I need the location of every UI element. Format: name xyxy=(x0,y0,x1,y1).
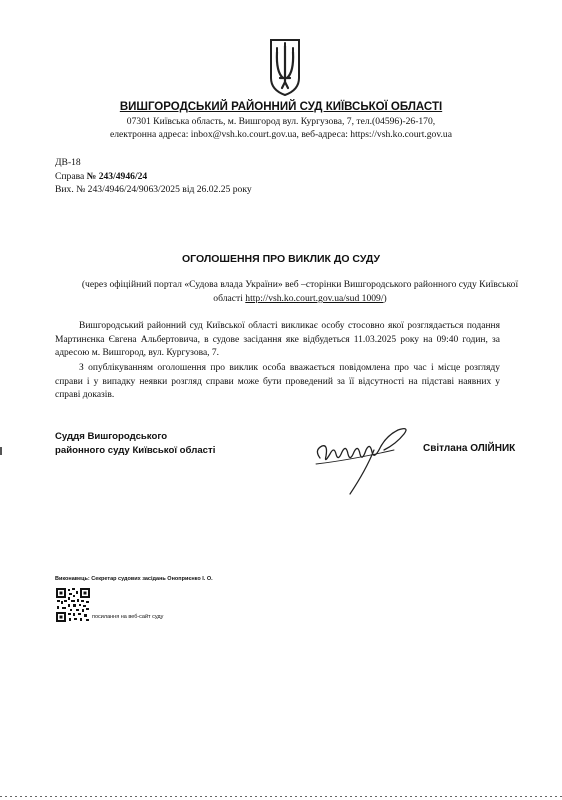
court-page-link[interactable]: http://vsh.ko.court.gov.ua/sud 1009/ xyxy=(245,293,384,304)
judge-title-line2: районного суду Київської області xyxy=(55,445,216,456)
court-address: 07301 Київська область, м. Вишгород вул. Кургузова, 7, тел.(04596)-26-170, xyxy=(126,116,436,127)
executor-line: Виконавець: Секретар судових засідань Оноприєнко І. О. xyxy=(55,576,213,582)
publication-note-close: ) xyxy=(383,293,387,304)
document-code: ДВ-18 xyxy=(55,157,81,168)
case-number-line xyxy=(55,171,147,182)
case-number: № 243/4946/24 xyxy=(86,171,148,182)
scan-edge-mark xyxy=(0,447,2,455)
court-contacts: електронна адреса: inbox@vsh.ko.court.gov.ua, веб-адреса: https://vsh.ko.court.gov.ua xyxy=(110,129,452,140)
case-prefix: Справа xyxy=(55,171,87,182)
notice-paragraph-summons: Вишгородський районний суд Київської області викликає особу стосовно якої розглядається подання Мартинєнка Євгена Альбертовича, в судове засідання яке відбудеться 11.03.2025 року на 09:40 годин, за адресою м. Вишгород, вул. Кургузова, 7. xyxy=(55,321,500,358)
court-name: ВИШГОРОДСЬКИЙ РАЙОННИЙ СУД КИЇВСЬКОЇ ОБЛАСТІ xyxy=(119,101,443,113)
judge-name: Світлана ОЛІЙНИК xyxy=(423,443,516,454)
notice-paragraph-consequences: З опублікуванням оголошення про виклик особа вважається повідомлена про час і місце розгляду справи і у випадку неявки розгляд справи може бути проведений за її відсутності на підставі наявних у справі доказів. xyxy=(55,363,500,400)
publication-note xyxy=(80,278,520,306)
notice-title: ОГОЛОШЕННЯ ПРО ВИКЛИК ДО СУДУ xyxy=(181,253,381,265)
qr-caption: посилання на веб-сайт суду xyxy=(92,614,164,620)
scan-bottom-edge xyxy=(0,796,562,797)
judge-title-line1: Суддя Вишгородського xyxy=(55,431,168,442)
outgoing-number: Вих. № 243/4946/24/9063/2025 від 26.02.25 року xyxy=(55,184,252,195)
publication-note-text: (через офіційний портал «Судова влада України» веб –сторінки Вишгородського районного суду Київської області xyxy=(81,279,519,304)
coat-of-arms-icon xyxy=(268,38,302,96)
handwritten-signature xyxy=(300,420,420,500)
judge-title xyxy=(55,430,255,458)
qr-code-icon[interactable] xyxy=(55,587,91,623)
